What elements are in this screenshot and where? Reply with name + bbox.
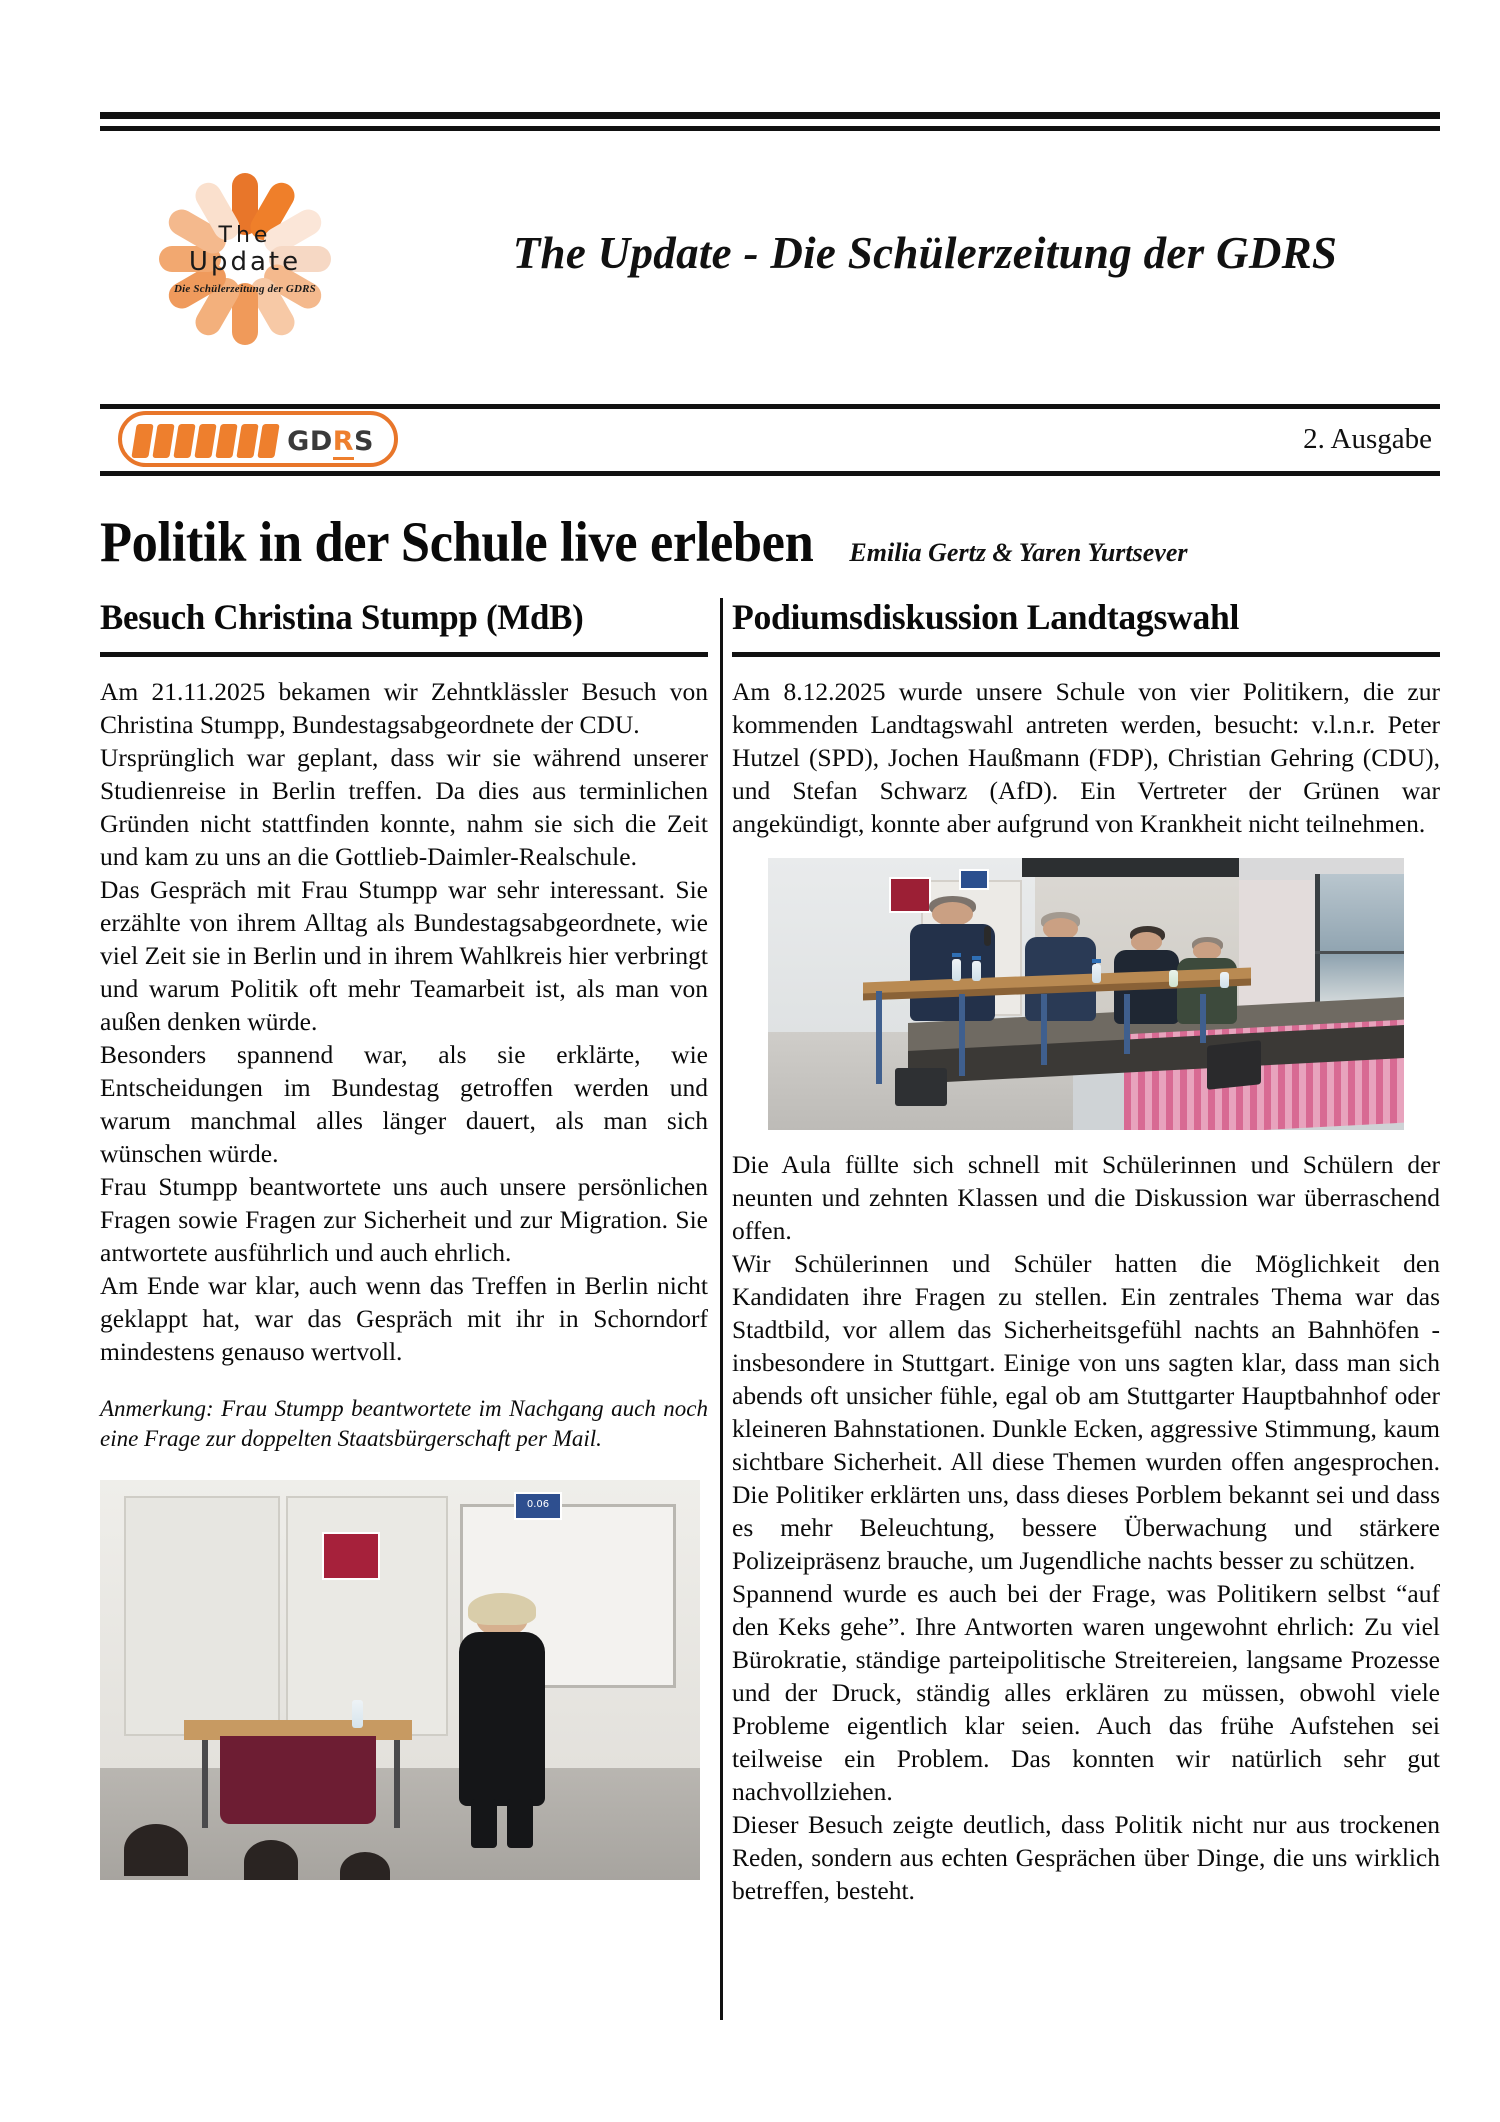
talk-door-left (124, 1496, 280, 1736)
masthead-rule-top (100, 112, 1440, 119)
panel-blue-room-sign (959, 869, 989, 890)
panel-water-bottle (1220, 972, 1229, 988)
paragraph: Am 8.12.2025 wurde unsere Schule von vier Politikern, die zur kommenden Landtagswahl antreten werden, besucht: v.l.n.r. Peter Hutzel (SPD), Jochen Haußmann (FDP), Christian Gehring (CDU), und Stefan Schwarz (AfD). Ein Vertreter der Grünen war angekündigt, konnte aber aufgrund von Krankheit nicht teilnehmen. (732, 677, 1440, 839)
talk-student-head (124, 1824, 188, 1876)
article-headline-row (100, 510, 1440, 575)
gdrs-bar (215, 424, 237, 458)
panel-table-leg (876, 991, 882, 1083)
talk-table-leg (394, 1740, 400, 1828)
gdrs-bar (152, 424, 174, 458)
talk-speaker-figure (442, 1600, 562, 1848)
logo-text-block (125, 139, 365, 379)
issue-bar (100, 404, 1440, 476)
issue-rule-bottom (100, 471, 1440, 476)
panel-loudspeaker (1207, 1040, 1261, 1090)
issue-row (100, 409, 1440, 471)
talk-water-bottle (352, 1700, 363, 1728)
panel-bottle-cap (952, 953, 961, 957)
panel-table-leg (959, 994, 965, 1076)
logo-line-update: Update (188, 247, 302, 278)
left-column-note: Anmerkung: Frau Stumpp beantwortete im Nachgang auch noch eine Frage zur doppelten Staatsbürgerschaft per Mail. (100, 1396, 708, 1452)
photo-christina-stumpp-talk (100, 1480, 700, 1880)
panelist-figure (1022, 912, 1098, 1021)
gdrs-bar (236, 424, 258, 458)
left-column-rule (100, 652, 708, 657)
gdrs-highlight-r: R (333, 426, 354, 460)
panel-water-bottle (1169, 970, 1178, 987)
article-byline: Emilia Gertz & Yaren Yurtsever (849, 538, 1188, 567)
page-title: Politik in der Schule live erleben (100, 511, 814, 574)
paragraph: Besonders spannend war, als sie erklärte, wie Entscheidungen im Bundestag getroffen werden und warum manchmal alles länger dauert, als man sich wünschen würde. (100, 1040, 708, 1169)
gdrs-bar (194, 424, 216, 458)
right-column-subheading: Podiumsdiskussion Landtagswahl (732, 597, 1240, 637)
right-column (732, 596, 1440, 1907)
panel-crate (895, 1068, 947, 1106)
issue-number-label: 2. Ausgabe (1303, 423, 1432, 455)
right-column-body-bottom (732, 1148, 1440, 1907)
logo-line-the: The (218, 222, 272, 248)
panel-water-bottle (952, 959, 961, 981)
talk-red-poster (322, 1532, 380, 1580)
gdrs-bar (173, 424, 195, 458)
talk-table-cloth (220, 1736, 376, 1824)
column-divider (720, 598, 723, 2020)
panel-table-leg (1200, 994, 1206, 1043)
paragraph: Ursprünglich war geplant, dass wir sie während unserer Studienreise in Berlin treffen. Da dies aus terminlichen Gründen nicht stattfinden konnte, nahm sie sich die Zeit und kam zu uns an die Gottlieb-Daimler-Realschule. (100, 743, 708, 872)
masthead-rule-gap (100, 119, 1440, 126)
paragraph: Die Aula füllte sich schnell mit Schülerinnen und Schülern der neunten und zehnten Klassen und die Diskussion war überraschend offen. (732, 1150, 1440, 1246)
paragraph: Das Gespräch mit Frau Stumpp war sehr interessant. Sie erzählte von ihrem Alltag als Bundestagsabgeordnete, wie viel Zeit sie in Berlin und in ihrem Wahlkreis hier verbringt und warum Politik oft mehr Teamarbeit ist, als man von außen denken würde. (100, 875, 708, 1037)
article-columns (100, 596, 1440, 2046)
panel-window-bar (1315, 951, 1404, 954)
left-column-subheading: Besuch Christina Stumpp (MdB) (100, 597, 584, 637)
talk-student-head (244, 1840, 298, 1880)
logo-subtitle: Die Schülerzeitung der GDRS (173, 283, 316, 296)
panel-ceiling-beam (1022, 858, 1251, 877)
paragraph: Frau Stumpp beantwortete uns auch unsere persönlichen Fragen sowie Fragen zur Sicherheit und zur Migration. Sie antwortete ausführlich und auch ehrlich. (100, 1172, 708, 1268)
the-update-logo (125, 139, 365, 379)
gdrs-bar (131, 424, 153, 458)
paragraph: Am Ende war klar, auch wenn das Treffen in Berlin nicht geklappt hat, war das Gespräch mit ihr in Schorndorf mindestens genauso wertvoll. (100, 1271, 708, 1367)
gdrs-wordmark: GDRS (287, 426, 374, 457)
panel-water-bottle (972, 961, 981, 981)
right-column-body-top (732, 675, 1440, 840)
talk-floor (100, 1768, 700, 1880)
gdrs-bar (257, 424, 279, 458)
paragraph: Wir Schülerinnen und Schüler hatten die Möglichkeit den Kandidaten ihre Fragen zu stellen. Ein zentrales Thema war das Stadtbild, vor allem das Sicherheitsgefühl nachts an Bahnhöfen - insbesondere in Stuttgart. Einige von uns sagten klar, dass man sich abends oft unsicher fühle, egal ob am Stuttgarter Hauptbahnhof oder kleineren Bahnstationen. Dunkle Ecken, aggressive Stimmung, kaum sichtbare Sicherheit. All diese Themen wurden offen angesprochen. Die Politiker erklärten uns, dass dieses Porblem bekannt sei und dass es mehr Beleuchtung, bessere Überwachung und stärkere Polizeipräsenz brauche, um Jugendliche nachts besser zu schützen. (732, 1249, 1440, 1576)
paragraph: Spannend wurde es auch bei der Frage, was Politikern selbst “auf den Keks gehe”. Ihre Antworten waren ungewohnt ehrlich: Zu viel Bürokratie, ständige parteipolitische Streitereien, langsame Prozesse und der Druck, ständig alles erklären zu müssen, obwohl viele Probleme eigentlich klar seien. Auch das frühe Aufstehen sei teilweise ein Problem. Das konnten wir natürlich sehr gut nachvollziehen. (732, 1579, 1440, 1807)
panel-water-bottle (1092, 964, 1101, 983)
masthead (100, 112, 1440, 381)
masthead-body (100, 131, 1440, 381)
talk-room-number-plate: 0.06 (514, 1492, 562, 1520)
left-column-body (100, 675, 708, 1368)
photo-podiumsdiskussion-panel (768, 858, 1404, 1130)
gdrs-school-logo (118, 411, 398, 467)
masthead-title: The Update - Die Schülerzeitung der GDRS (512, 228, 1338, 278)
paragraph: Am 21.11.2025 bekamen wir Zehntklässler Besuch von Christina Stumpp, Bundestagsabgeordnete der CDU. (100, 677, 708, 740)
left-column (100, 596, 708, 1880)
panel-table-leg (1041, 994, 1047, 1065)
talk-table-leg (202, 1740, 208, 1828)
panel-table-leg (1124, 994, 1130, 1054)
paragraph: Dieser Besuch zeigte deutlich, dass Politik nicht nur aus trockenen Reden, sondern aus echten Gesprächen über Dinge, die uns wirklich betreffen, besteht. (732, 1810, 1440, 1906)
gdrs-bars-icon (134, 424, 277, 458)
panel-bottle-cap (1092, 959, 1101, 963)
panel-microphone (984, 926, 991, 946)
panel-bottle-cap (972, 956, 981, 960)
right-column-rule (732, 652, 1440, 657)
